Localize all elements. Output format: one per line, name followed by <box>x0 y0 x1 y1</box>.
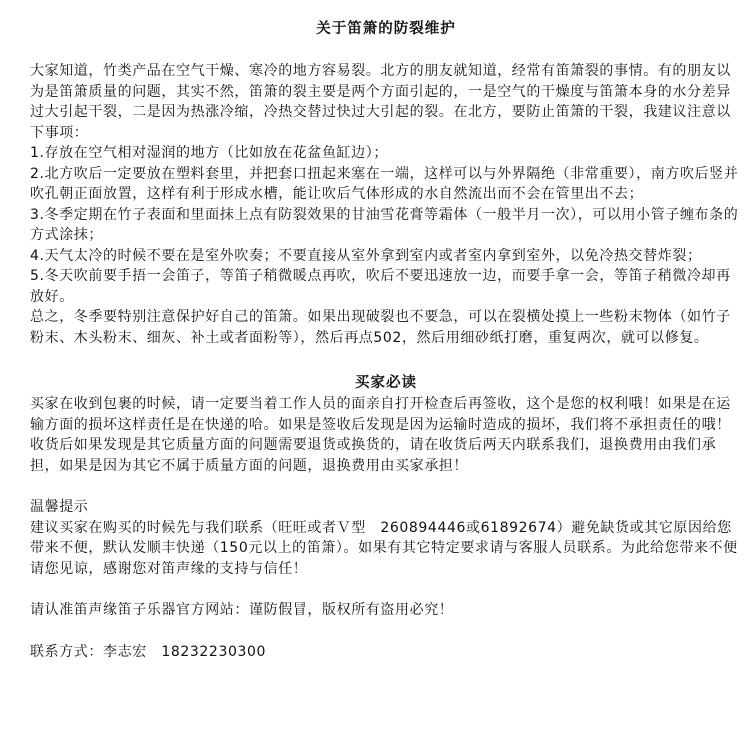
official-notice: 请认准笛声缘笛子乐器官方网站：谨防假冒，版权所有盗用必究！ <box>30 602 454 618</box>
contact-info: 联系方式：李志宏 18232230300 <box>30 643 266 660</box>
tips-title: 温馨提示 <box>30 499 89 515</box>
doc-title: 关于笛箫的防裂维护 <box>316 21 456 37</box>
doc-item-3: 3.冬季定期在竹子表面和里面抹上点有防裂效果的甘油雪花膏等霜体（一般半月一次），可以用小管子缠布条的方式涂抹； <box>30 206 739 243</box>
spacer <box>30 476 742 497</box>
spacer <box>30 579 742 600</box>
document-page <box>30 18 742 662</box>
notice-title: 买家必读 <box>355 375 417 391</box>
doc-item-1: 1.存放在空气相对湿润的地方（比如放在花盆鱼缸边）； <box>30 145 388 161</box>
tips-body: 建议买家在购买的时候先与我们联系（旺旺或者Ｖ型 260894446或61892674）避免缺货或其它原因给您带来不便，默认发顺丰快递（150元以上的笛箫）。如果有其它特定要求请与客服人员联系。为此给您带来不便请您见谅，感谢您对笛声缘的支持与信任！ <box>30 519 738 577</box>
spacer <box>30 621 742 642</box>
doc-item-4: 4.天气太冷的时候不要在是室外吹奏；不要直接从室外拿到室内或者室内拿到室外，以免冷热交替炸裂； <box>30 247 702 264</box>
doc-summary: 总之，冬季要特别注意保护好自己的笛箫。如果出现破裂也不要急，可以在裂横处摸上一些粉末物体（如竹子粉末、木头粉末、细灰、补土或者面粉等），然后再点502，然后用细砂纸打磨，重复两次，就可以修复。 <box>30 309 731 346</box>
doc-item-5: 5.冬天吹前要手捂一会笛子，等笛子稍微暖点再吹，吹后不要迅速放一边，而要手拿一会，等笛子稍微冷却再放好。 <box>30 268 731 305</box>
notice-body: 买家在收到包裹的时候，请一定要当着工作人员的面亲自打开检查后再签收，这个是您的权利哦！如果是在运输方面的损坏这样责任是在快递的哈。如果是签收后发现是因为运输时造成的损坏，我们将不承担责任的哦！收货后如果发现是其它质量方面的问题需要退货或换货的，请在收货后两天内联系我们，退换费用由我们承担，如果是因为其它不属于质量方面的问题，退换费用由买家承担！ <box>30 396 731 474</box>
doc-intro: 大家知道，竹类产品在空气干燥、寒冷的地方容易裂。北方的朋友就知道，经常有笛箫裂的事情。有的朋友以为是笛箫质量的问题，其实不然，笛箫的裂主要是两个方面引起的，一是空气的干燥度与笛箫本身的水分差异过大引起干裂，二是因为热涨冷缩，冷热交替过快过大引起的裂。在北方，要防止笛箫的干裂，我建议注意以下事项： <box>30 63 731 141</box>
doc-item-2: 2.北方吹后一定要放在塑料套里，并把套口扭起来塞在一端，这样可以与外界隔绝（非常重要），南方吹后竖并吹孔朝正面放置，这样有利于形成水槽，能让吹后气体形成的水自然流出而不会在管里出不去； <box>30 165 739 202</box>
